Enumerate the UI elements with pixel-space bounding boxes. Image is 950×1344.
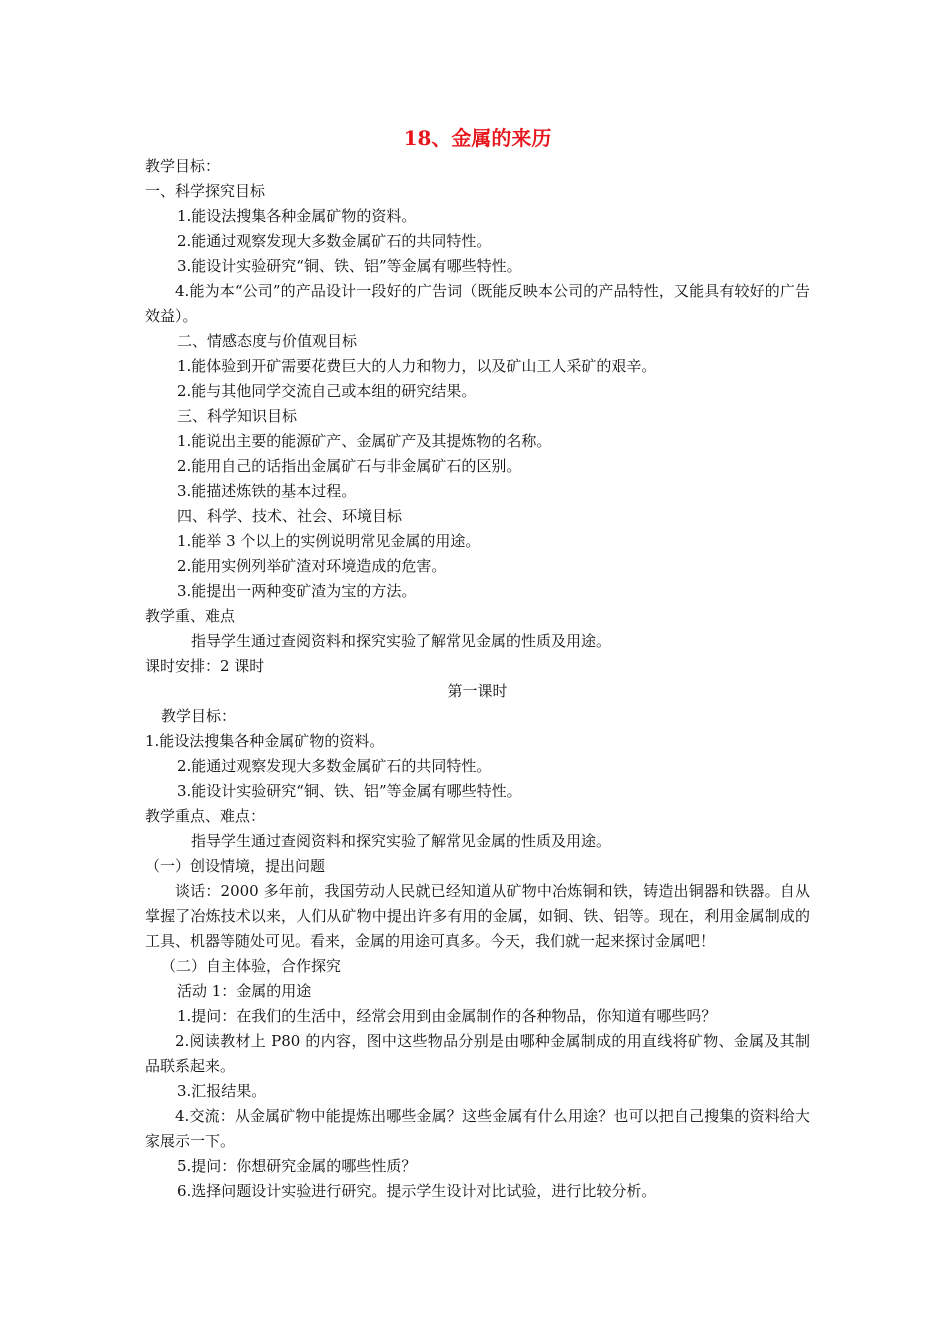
document-body <box>145 154 810 1204</box>
text-line: 2.能通过观察发现大多数金属矿石的共同特性。 <box>177 757 492 775</box>
text-line: 2.能与其他同学交流自己或本组的研究结果。 <box>177 382 477 400</box>
text-line: 活动 1：金属的用途 <box>177 982 312 1000</box>
text-line: 2.能用实例列举矿渣对环境造成的危害。 <box>177 557 447 575</box>
document-page <box>145 124 810 1204</box>
text-line: 1.能设法搜集各种金属矿物的资料。 <box>177 207 417 225</box>
text-line: 4.能为本“公司”的产品设计一段好的广告词（既能反映本公司的产品特性，又能具有较好的广告效益）。 <box>145 282 810 325</box>
text-line: 1.提问：在我们的生活中，经常会用到由金属制作的各种物品，你知道有哪些吗？ <box>177 1007 717 1025</box>
document-title: 18、金属的来历 <box>403 126 552 150</box>
text-line: 指导学生通过查阅资料和探究实验了解常见金属的性质及用途。 <box>191 632 612 650</box>
text-line: （二）自主体验，合作探究 <box>161 957 342 975</box>
text-line: 6.选择问题设计实验进行研究。提示学生设计对比试验，进行比较分析。 <box>177 1182 657 1200</box>
text-line: 3.能设计实验研究“铜、铁、铝”等金属有哪些特性。 <box>177 782 522 800</box>
text-line: 3.能描述炼铁的基本过程。 <box>177 482 357 500</box>
text-line: 指导学生通过查阅资料和探究实验了解常见金属的性质及用途。 <box>191 832 612 850</box>
text-line: 教学目标： <box>145 157 221 175</box>
text-line: 4.交流：从金属矿物中能提炼出哪些金属？这些金属有什么用途？也可以把自己搜集的资料给大家展示一下。 <box>145 1107 810 1150</box>
text-line: （一）创设情境，提出问题 <box>145 857 326 875</box>
text-line: 1.能说出主要的能源矿产、金属矿产及其提炼物的名称。 <box>177 432 552 450</box>
text-line: 四、科学、技术、社会、环境目标 <box>177 507 403 525</box>
text-line: 三、科学知识目标 <box>177 407 298 425</box>
text-line: 3.能设计实验研究“铜、铁、铝”等金属有哪些特性。 <box>177 257 522 275</box>
text-line: 第一课时 <box>447 682 508 700</box>
text-line: 1.能体验到开矿需要花费巨大的人力和物力，以及矿山工人采矿的艰辛。 <box>177 357 657 375</box>
text-line: 1.能设法搜集各种金属矿物的资料。 <box>145 732 385 750</box>
text-line: 2.能通过观察发现大多数金属矿石的共同特性。 <box>177 232 492 250</box>
text-line: 教学重点、难点： <box>145 807 266 825</box>
text-line: 2.阅读教材上 P80 的内容，图中这些物品分别是由哪种金属制成的用直线将矿物、金属及其制品联系起来。 <box>145 1032 810 1075</box>
text-line: 教学目标： <box>161 707 237 725</box>
text-line: 2.能用自己的话指出金属矿石与非金属矿石的区别。 <box>177 457 522 475</box>
text-line: 3.汇报结果。 <box>177 1082 267 1100</box>
text-line: 1.能举 3 个以上的实例说明常见金属的用途。 <box>177 532 481 550</box>
text-line: 谈话：2000 多年前，我国劳动人民就已经知道从矿物中冶炼铜和铁，铸造出铜器和铁器。自从掌握了冶炼技术以来，人们从矿物中提出许多有用的金属，如铜、铁、铝等。现在，利用金属制成的工具、机器等随处可见。看来，金属的用途可真多。今天，我们就一起来探讨金属吧！ <box>145 882 810 950</box>
text-line: 一、科学探究目标 <box>145 182 266 200</box>
text-line: 二、情感态度与价值观目标 <box>177 332 358 350</box>
text-line: 5.提问：你想研究金属的哪些性质？ <box>177 1157 417 1175</box>
text-line: 教学重、难点 <box>145 607 236 625</box>
text-line: 3.能提出一两种变矿渣为宝的方法。 <box>177 582 417 600</box>
text-line: 课时安排：2 课时 <box>145 657 265 675</box>
